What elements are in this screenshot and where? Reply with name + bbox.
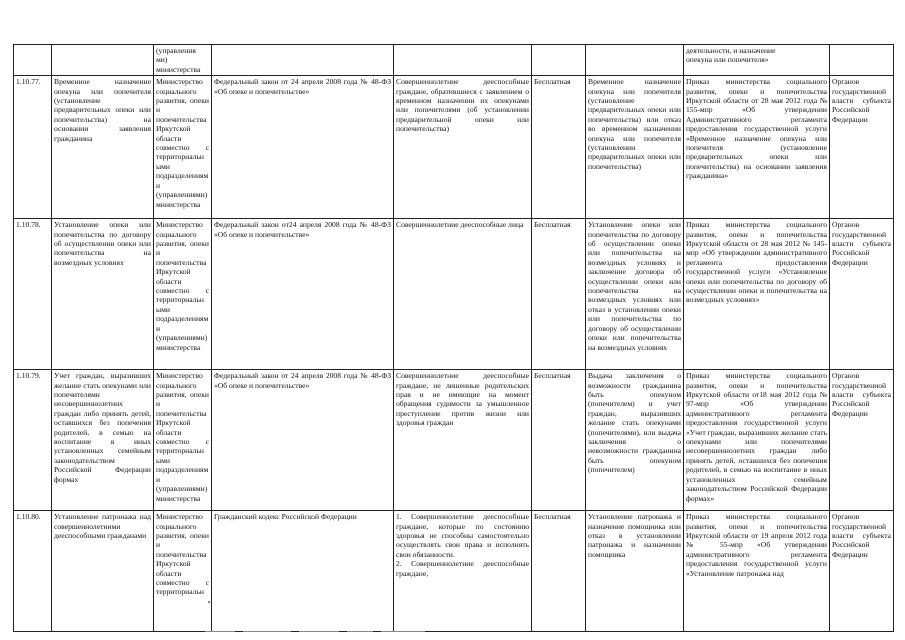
applicants: Совершеннолетние дееспособные граждане, не лишенные родительских прав и не имеющие на момент обращения судимости за умышленное преступление против жизни или здоровья граждан (394, 370, 532, 511)
responsible-body: Министерство социального развития, опеки и попечительства Иркутской области совместно с территориальн (154, 511, 212, 632)
service-result: Установление опеки или попечительства по договору об осуществлении опеки или попечительства на возмездных условиях и заключение договора об осуществлении опеки или попечительства на возмездных условиях или отказ в установлении опеки или попечительства по договору об осуществлении опеки или попечительства на возмездных условиях (586, 219, 684, 370)
regulation-act: Приказ министерства социального развития, опеки и попечительства Иркутской области от 19 апреля 2012 года № 55-мпр «Об утверждении административного регламента предоставления государственной услуги «Установление патронажа над (684, 511, 830, 632)
responsible-body: Министерство социального развития, опеки и попечительства Иркутской области совместно с территориальными подразделениями (управлениями) министерства (154, 76, 212, 219)
row-number: 1.10.78. (14, 219, 52, 370)
responsible-body: Министерство социального развития, опеки и попечительства Иркутской области совместно с территориальными подразделениями (управлениями) министерства (154, 370, 212, 511)
legal-basis (212, 45, 394, 76)
table-row (14, 219, 894, 370)
service-name: Установление опеки или попечительства по договору об осуществлении опеки или попечительства на возмездных условиях (52, 219, 154, 370)
applicants: Совершеннолетние дееспособные лица (394, 219, 532, 370)
legal-basis: Федеральный закон от 24 апреля 2008 года № 48-ФЗ «Об опеке и попечительстве» (212, 76, 394, 219)
regulation-act: Приказ министерства социального развития, опеки и попечительства Иркутской области от 28 мая 2012 № 145-мпр «Об утверждении административного регламента предоставления государственной услуги «Установление опеки или попечительства по договору об осуществлении опеки и попечительства на возмездных условиях» (684, 219, 830, 370)
regulation-act: Приказ министерства социального развития, опеки и попечительства Иркутской области от 28 мая 2012 года № 155-мпр «Об утверждении Административного регламента предоставления государственной услуги «Временное назначение опекуна или попечителя (установление предварительных опеки или попечительства) на основании заявления гражданина» (684, 76, 830, 219)
fee: Бесплатная (532, 511, 586, 632)
service-result: Временное назначение опекуна или попечителя (установление предварительных опеки или попечительства) или отказ во временном назначении опекуна или попечителя (установлении предварительных опеки или попечительства) (586, 76, 684, 219)
service-name (52, 45, 154, 76)
row-number: 1.10.79. (14, 370, 52, 511)
authority-level (830, 45, 894, 76)
table-row (14, 45, 894, 76)
authority-level: Органов государственной власти субъекта Российской Федерации (830, 370, 894, 511)
authority-level: Органов государственной власти субъекта Российской Федерации (830, 219, 894, 370)
scan-speck (208, 601, 210, 603)
service-result (586, 45, 684, 76)
row-number (14, 45, 52, 76)
regulation-act: деятельности, и назначение опекуна или попечителя» (684, 45, 830, 76)
responsible-body: (управления ми) министерства (154, 45, 212, 76)
applicants: Совершеннолетние дееспособные граждане, обратившиеся с заявлением о временном назначении их опекунами или попечителями (об установлении предварительной опеки или попечительства) (394, 76, 532, 219)
legal-basis: Федеральный закон от 24 апреля 2008 года № 48-ФЗ «Об опеке и попечительстве» (212, 370, 394, 511)
services-register-table (13, 44, 894, 632)
fee (532, 45, 586, 76)
legal-basis: Гражданский кодекс Российской Федерации (212, 511, 394, 632)
table-row (14, 370, 894, 511)
table-row (14, 76, 894, 219)
row-number: 1.10.80. (14, 511, 52, 632)
fee: Бесплатная (532, 76, 586, 219)
legal-basis: Федеральный закон от24 апреля 2008 года № 48-ФЗ «Об опеке и попечительстве» (212, 219, 394, 370)
responsible-body: Министерство социального развития, опеки и попечительства Иркутской области совместно с территориальными подразделениями (управлениями) министерства (154, 219, 212, 370)
service-name: Установление патронажа над совершеннолетними дееспособными гражданами (52, 511, 154, 632)
applicants: 1. Совершеннолетние дееспособные граждане, которые по состоянию здоровья не способны самостоятельно осуществлять свои права и исполнять свои обязанности. 2. Совершеннолетние дееспособные граждане, (394, 511, 532, 632)
authority-level: Органов государственной власти субъекта Российской Федерации (830, 511, 894, 632)
service-name: Временное назначение опекуна или попечителя (установление предварительных опеки или попечительства) на основании заявления гражданина (52, 76, 154, 219)
fee: Бесплатная (532, 219, 586, 370)
service-result: Выдача заключения о возможности гражданина быть опекуном (попечителем) и учет граждан, выразивших желание стать опекунами (попечителями), или выдача заключения о невозможности гражданина быть опекуном (попечителем) (586, 370, 684, 511)
fee: Бесплатная (532, 370, 586, 511)
applicants (394, 45, 532, 76)
service-name: Учет граждан, выразивших желание стать опекунами или попечителями несовершеннолетних граждан либо принять детей, оставшихся без попечения родителей, в семью на воспитание в иных установленных семейным законодательством Российской Федерации формах (52, 370, 154, 511)
scan-artifact-marks (205, 631, 435, 635)
service-result: Установление патронажа и назначение помощника или отказ в установлении патронажа и назначении помощника (586, 511, 684, 632)
regulation-act: Приказ министерства социального развития, опеки и попечительства Иркутской области от18 мая 2012 года № 97-мпр «Об утверждении административного регламента предоставления государственной услуги «Учет граждан, выразивших желание стать опекунами или попечителями несовершеннолетних граждан либо принять детей, оставшихся без попечения родителей, в семью на воспитание в иных установленных семейным законодательством Российской Федерации формах» (684, 370, 830, 511)
table-row (14, 511, 894, 632)
authority-level: Органов государственной власти субъекта Российской Федерации (830, 76, 894, 219)
row-number: 1.10.77. (14, 76, 52, 219)
